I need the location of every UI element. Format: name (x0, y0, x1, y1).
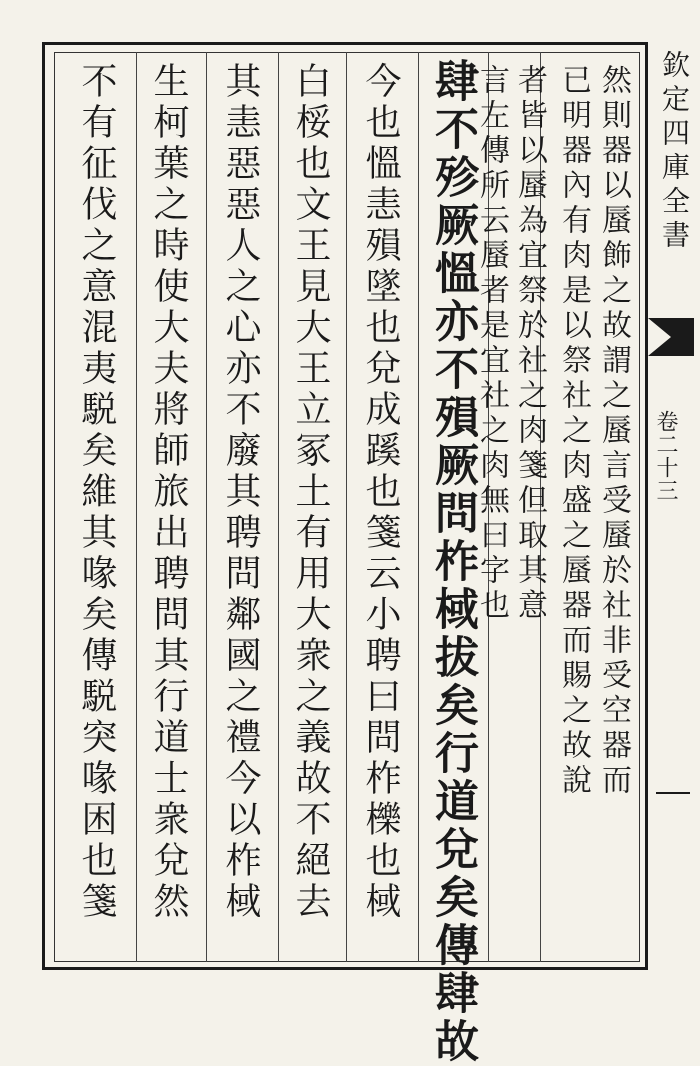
text-column-1: 然則器以蜃飾之故謂之蜃言受蜃於社非受空器而 (596, 64, 631, 799)
text-column-8: 其恚惡惡人之心亦不廢其聘問鄰國之禮今以柞棫 (220, 62, 261, 923)
volume-label: 卷二十三 (653, 410, 678, 502)
text-column-10: 不有征伐之意混夷駾矣維其喙矣傳駾突喙困也箋 (76, 62, 117, 923)
page-number-mark (656, 792, 690, 794)
text-column-7: 白桵也文王見大王立冢土有用大衆之義故不絕去 (290, 62, 331, 923)
column-rule (418, 52, 419, 962)
column-rule (346, 52, 347, 962)
text-column-5: 肆不殄厥慍亦不殞厥問柞棫拔矣行道兌矣傳肆故 (427, 58, 478, 1066)
fish-tail-mark (648, 318, 694, 356)
text-column-9: 生柯葉之時使大夫將師旅出聘問其行道士衆兌然 (148, 62, 189, 923)
column-rule (278, 52, 279, 962)
page-inner-frame (54, 52, 640, 962)
column-rule (136, 52, 137, 962)
text-column-4: 言左傳所云蜃者是宜社之肉無曰字也 (474, 64, 509, 624)
text-column-6: 今也慍恚殞墜也兌成蹊也箋云小聘曰問柞櫟也棫 (360, 62, 401, 923)
book-title: 欽定四庫全書 (658, 50, 691, 254)
text-column-2: 已明器內有肉是以祭社之肉盛之蜃器而賜之故說 (556, 64, 591, 799)
column-rule (206, 52, 207, 962)
text-column-3: 者皆以蜃為宜祭於社之肉箋但取其意 (512, 64, 547, 624)
